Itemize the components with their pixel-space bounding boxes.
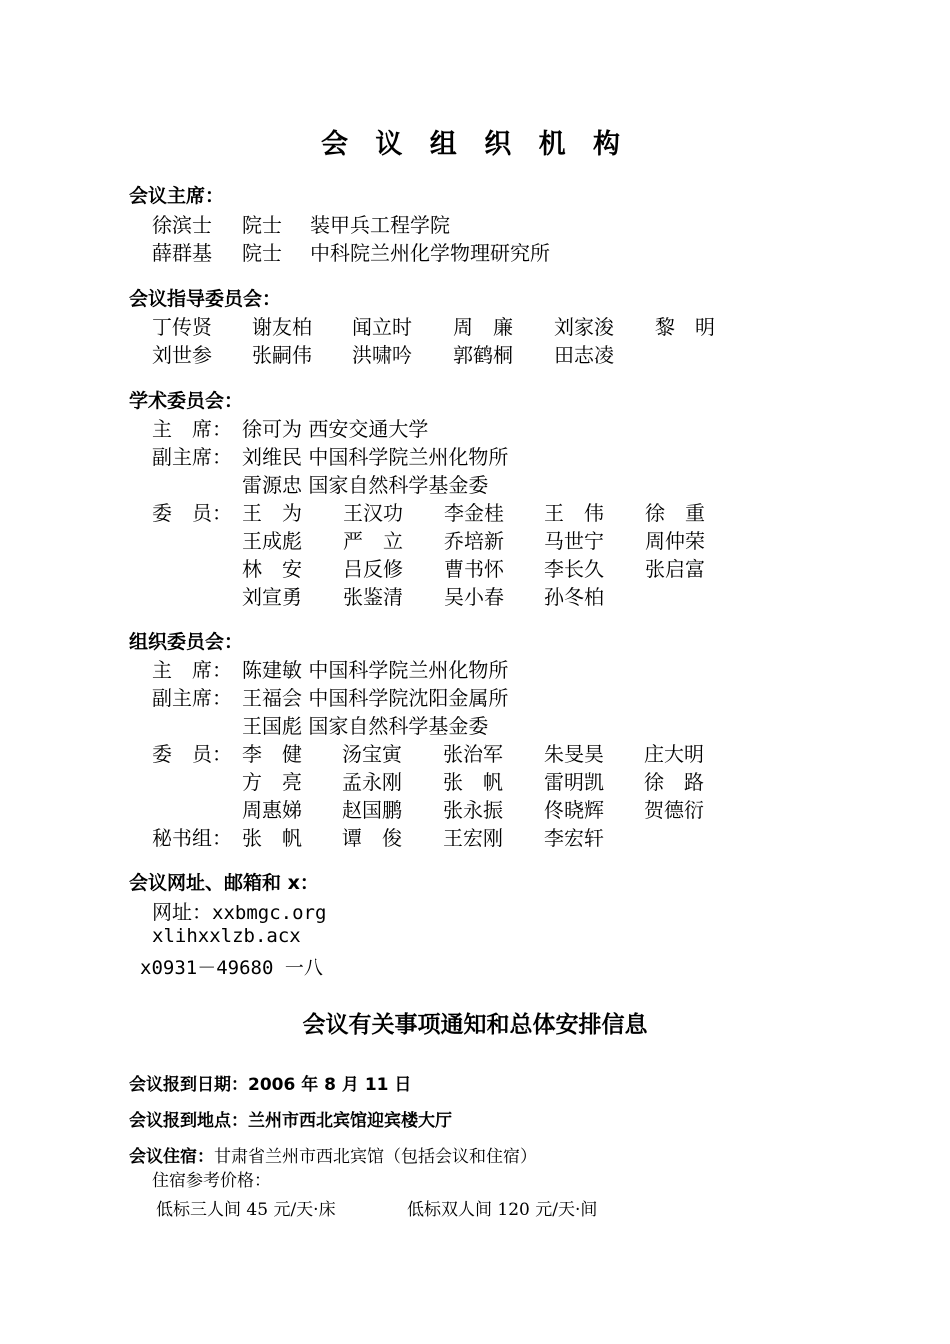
organizing-member: 赵国鹏 [342, 798, 402, 822]
organizing-member: 方 亮 [242, 770, 302, 794]
academic-member: 王 伟 [544, 501, 604, 525]
organizing-member: 雷明凯 [544, 770, 604, 794]
academic-member: 吴小春 [444, 585, 504, 609]
organizing-member: 佟晓辉 [544, 798, 604, 822]
organizing-member: 李 健 [242, 742, 302, 766]
organizing-member: 贺德衍 [644, 798, 704, 822]
academic-member: 周仲荣 [645, 529, 705, 553]
secretary-member: 王宏刚 [443, 826, 503, 850]
website-link[interactable]: xxbmgc.org [212, 902, 327, 924]
organizing-member: 张 帆 [443, 770, 503, 794]
secretary-label: 秘书组： [152, 826, 232, 850]
register-place-value: 兰州市西北宾馆迎宾楼大厅 [248, 1111, 452, 1131]
website-label: 网址： [152, 900, 212, 924]
academic-vice-chair: 雷源忠 国家自然科学基金委 [242, 473, 489, 497]
academic-member: 严 立 [343, 529, 403, 553]
lodging-value: 甘肃省兰州市西北宾馆（包括会议和住宿） [214, 1147, 537, 1167]
academic-member: 王成彪 [242, 529, 302, 553]
website-line [152, 896, 326, 925]
academic-member: 乔培新 [444, 529, 504, 553]
secretary-member: 李宏轩 [544, 826, 604, 850]
academic-member: 马世宁 [544, 529, 604, 553]
chair-org: 装甲兵工程学院 [310, 213, 450, 237]
chair-name: 徐滨士 [152, 213, 212, 237]
academic-heading: 学术委员会： [129, 390, 244, 412]
academic-member: 徐 重 [645, 501, 705, 525]
register-date [129, 1070, 411, 1095]
steering-member: 刘家浚 [554, 315, 614, 339]
academic-member-label: 委 员： [152, 501, 232, 525]
organizing-member: 孟永刚 [342, 770, 402, 794]
academic-member: 刘宣勇 [242, 585, 302, 609]
academic-member: 孙冬柏 [544, 585, 604, 609]
steering-member: 田志凌 [554, 343, 614, 367]
chair-name: 薛群基 [152, 241, 212, 265]
academic-member: 李金桂 [444, 501, 504, 525]
organizing-vice-chair: 王国彪 国家自然科学基金委 [242, 714, 489, 738]
chair-title: 院士 [242, 213, 282, 237]
organizing-member: 张治军 [443, 742, 503, 766]
register-place-label: 会议报到地点： [129, 1111, 248, 1131]
secretary-member: 谭 俊 [342, 826, 402, 850]
price-double: 低标双人间 120 元/天·间 [407, 1200, 598, 1220]
academic-member: 张启富 [645, 557, 705, 581]
academic-vice-label: 副主席： [152, 445, 232, 469]
steering-member: 刘世参 [152, 343, 212, 367]
notice-title: 会议有关事项通知和总体安排信息 [302, 1012, 648, 1038]
steering-member: 谢友柏 [252, 315, 312, 339]
steering-member: 丁传贤 [152, 315, 212, 339]
email-link[interactable]: xlihxxlzb.acx [152, 925, 301, 947]
lodging [129, 1142, 537, 1167]
chair-org: 中科院兰州化学物理研究所 [310, 241, 550, 265]
chairs-heading: 会议主席： [129, 185, 225, 207]
organizing-heading: 组织委员会： [129, 631, 244, 653]
organizing-member: 庄大明 [644, 742, 704, 766]
academic-chair: 徐可为 西安交通大学 [242, 417, 429, 441]
secretary-member: 张 帆 [242, 826, 302, 850]
chair-title: 院士 [242, 241, 282, 265]
price-label: 住宿参考价格： [152, 1171, 271, 1191]
academic-chair-label: 主 席： [152, 417, 232, 441]
organizing-member: 朱旻昊 [544, 742, 604, 766]
lodging-label: 会议住宿： [129, 1147, 214, 1167]
register-date-label: 会议报到日期： [129, 1075, 248, 1095]
organizing-vice-chair: 王福会 中国科学院沈阳金属所 [242, 686, 509, 710]
steering-member: 黎 明 [655, 315, 715, 339]
organizing-vice-label: 副主席： [152, 686, 232, 710]
steering-heading: 会议指导委员会： [129, 288, 282, 310]
contact-heading: 会议网址、邮箱和 x： [129, 872, 319, 894]
academic-member: 林 安 [242, 557, 302, 581]
academic-member: 吕反修 [343, 557, 403, 581]
academic-member: 张鉴清 [343, 585, 403, 609]
steering-member: 郭鹤桐 [453, 343, 513, 367]
academic-member: 王 为 [242, 501, 302, 525]
organizing-chair-label: 主 席： [152, 658, 232, 682]
steering-member: 张嗣伟 [252, 343, 312, 367]
organizing-member: 徐 路 [644, 770, 704, 794]
academic-member: 王汉功 [343, 501, 403, 525]
steering-member: 周 廉 [453, 315, 513, 339]
organizing-member-label: 委 员： [152, 742, 232, 766]
academic-vice-chair: 刘维民 中国科学院兰州化物所 [242, 445, 509, 469]
steering-member: 洪啸吟 [352, 343, 412, 367]
organizing-member: 汤宝寅 [342, 742, 402, 766]
academic-member: 曹书怀 [444, 557, 504, 581]
organizing-member: 张永振 [443, 798, 503, 822]
organizing-member: 周惠娣 [242, 798, 302, 822]
steering-member: 闻立时 [352, 315, 412, 339]
register-place [129, 1106, 452, 1131]
price-triple: 低标三人间 45 元/天·床 [156, 1200, 336, 1220]
academic-member: 李长久 [544, 557, 604, 581]
register-date-value: 2006 年 8 月 11 日 [248, 1075, 412, 1095]
organizing-chair: 陈建敏 中国科学院兰州化物所 [242, 658, 509, 682]
page-title: 会 议 组 织 机 构 [321, 129, 629, 160]
phone-number: x0931－49680 一八 [140, 957, 323, 979]
